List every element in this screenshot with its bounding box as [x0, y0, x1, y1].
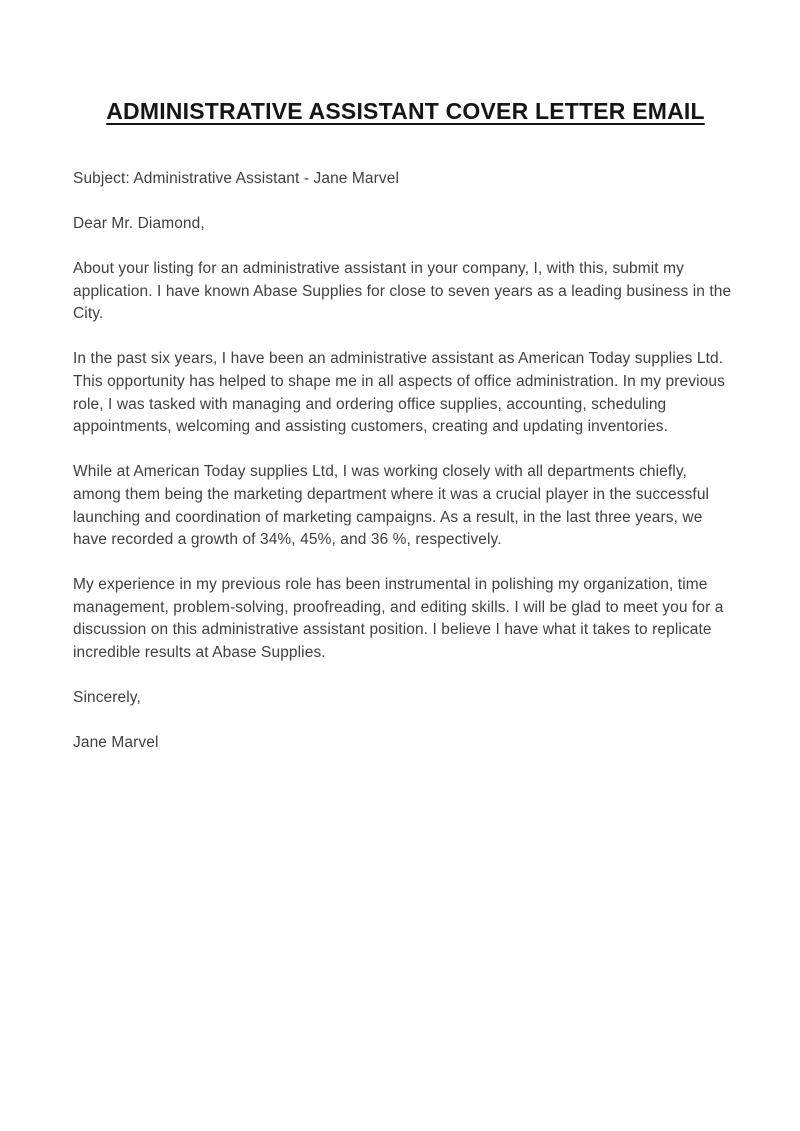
document-title: ADMINISTRATIVE ASSISTANT COVER LETTER EMAIL [106, 98, 705, 124]
paragraph-skills-and-request: My experience in my previous role has been instrumental in polishing my organization, time management, problem-solving, proofreading, and editing skills. I will be glad to meet you for a discussion on this administrative assistant position. I believe I have what it takes to replicate incredible results at Abase Supplies. [73, 576, 724, 661]
closing: Sincerely, [73, 689, 141, 707]
paragraph-experience: In the past six years, I have been an administrative assistant as American Today supplies Ltd. This opportunity has helped to shape me in all aspects of office administration. In my previous role, I was tasked with managing and ordering office supplies, accounting, scheduling appointments, welcoming and assisting customers, creating and updating inventories. [73, 350, 725, 436]
subject-line: Subject: Administrative Assistant - Jane Marvel [73, 170, 400, 187]
letter-body [73, 168, 736, 755]
signature: Jane Marvel [73, 734, 159, 752]
salutation: Dear Mr. Diamond, [73, 215, 205, 233]
paragraph-introduction: About your listing for an administrative assistant in your company, I, with this, submit my application. I have known Abase Supplies for close to seven years as a leading business in the City. [73, 260, 732, 323]
paragraph-achievements: While at American Today supplies Ltd, I was working closely with all departments chiefly, among them being the marketing department where it was a crucial player in the successful launching and coordination of marketing campaigns. As a result, in the last three years, we have recorded a growth of 34%, 45%, and 36 %, respectively. [73, 463, 710, 549]
